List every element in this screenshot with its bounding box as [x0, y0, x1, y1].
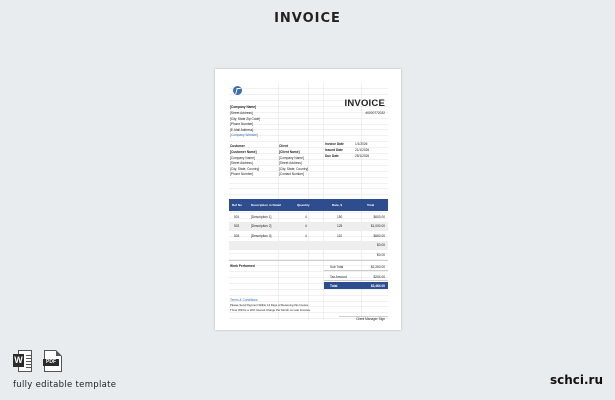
- invoice-document: [229, 83, 388, 320]
- cell-rate: 150: [337, 215, 343, 219]
- cell-ref: 502: [234, 224, 240, 228]
- column-header: Total: [367, 203, 375, 207]
- cell-quantity: 4: [305, 215, 307, 219]
- ship-to-line: [Street Address]: [279, 161, 302, 165]
- ship-to-label: Client: [279, 144, 288, 148]
- company-logo-icon: [233, 86, 242, 95]
- company-email: [E-Mail Address]: [230, 127, 254, 132]
- summary-label: Total: [330, 284, 338, 288]
- work-performed-label: Work Performed: [230, 264, 255, 268]
- cell-quantity: 4: [305, 234, 307, 238]
- cell-description: [Description 3]: [251, 234, 272, 238]
- page-title: INVOICE: [274, 11, 341, 26]
- date-label: Invoice Date: [325, 142, 344, 146]
- divider: [229, 260, 388, 261]
- column-header: Quantity: [297, 203, 310, 207]
- cell-rate: 110: [337, 234, 343, 238]
- cell-total: $0.00: [377, 253, 385, 257]
- word-icon: W: [13, 350, 32, 372]
- row-shade: [229, 241, 388, 250]
- company-address: [Street Address]: [230, 111, 253, 115]
- signature-label: Client Manager Sign: [356, 316, 385, 321]
- ship-to-line: [City, State, Country]: [279, 166, 309, 171]
- date-value: 21/1/2026: [355, 148, 370, 152]
- summary-value: $204.00: [373, 275, 385, 279]
- bill-to-line: [Company Name]: [230, 155, 255, 160]
- column-header: Description in Detail: [251, 203, 281, 207]
- summary-value: $2,464.00: [370, 284, 385, 288]
- summary-label: Tax Amount: [330, 275, 347, 279]
- cell-ref: 503: [234, 234, 240, 238]
- invoice-title: INVOICE: [344, 98, 385, 109]
- column-header: Rate, $: [332, 203, 343, 207]
- date-value: 25/1/2026: [355, 154, 370, 158]
- bill-to-label: Customer: [230, 144, 245, 148]
- pdf-icon: PDF: [44, 350, 63, 372]
- company-name: [Company Name]: [230, 105, 257, 109]
- cell-rate: 125: [337, 224, 343, 228]
- cell-quantity: 4: [305, 224, 307, 228]
- date-label: Issued Date: [325, 148, 343, 152]
- bill-to-line: [Street Address]: [230, 161, 253, 165]
- company-phone: [Phone Number]: [230, 122, 254, 126]
- bill-to-line: [Customer Name]: [230, 150, 257, 154]
- column-header: Ref No: [232, 203, 242, 207]
- total-row: [324, 282, 388, 289]
- ship-to-line: [Company Name]: [279, 155, 304, 160]
- cell-total: $1,000.00: [370, 224, 385, 228]
- tax-row: [324, 273, 388, 281]
- terms-line: Please Send Payment Within 14 Days of Receiving this Invoice.: [230, 303, 309, 307]
- editable-caption: fully editable template: [13, 380, 117, 390]
- date-label: Due Date: [325, 154, 339, 158]
- company-website: [Company Website]: [230, 133, 258, 137]
- summary-label: Sub Total: [330, 265, 344, 269]
- date-value: 1/1/2026: [355, 142, 368, 146]
- cell-total: $600.00: [373, 215, 385, 219]
- ship-to-line: [Contact Number]: [279, 172, 304, 176]
- cell-description: [Description 2]: [251, 224, 272, 228]
- bill-to-line: [City, State, Country]: [230, 166, 260, 171]
- terms-line: There Will be a 10% Interest Charge Per Month on Late Invoices.: [230, 308, 311, 312]
- summary-value: $2,260.00: [370, 265, 385, 269]
- items-table-header: [229, 199, 388, 211]
- cell-description: [Description 1]: [251, 215, 272, 219]
- company-city: [City, State Zip Code]: [230, 116, 261, 121]
- terms-title: Terms & Conditions: [230, 298, 258, 302]
- invoice-number: #0000772032: [365, 111, 385, 115]
- bill-to-line: [Phone Number]: [230, 172, 254, 176]
- subtotal-row: [324, 263, 388, 271]
- cell-total: $660.00: [373, 234, 385, 238]
- cell-ref: 501: [234, 215, 240, 219]
- cell-total: $0.00: [377, 243, 385, 247]
- invoice-preview: [215, 69, 401, 330]
- ship-to-line: [Client Name]: [279, 150, 300, 154]
- brand-logo: schci.ru: [549, 373, 603, 387]
